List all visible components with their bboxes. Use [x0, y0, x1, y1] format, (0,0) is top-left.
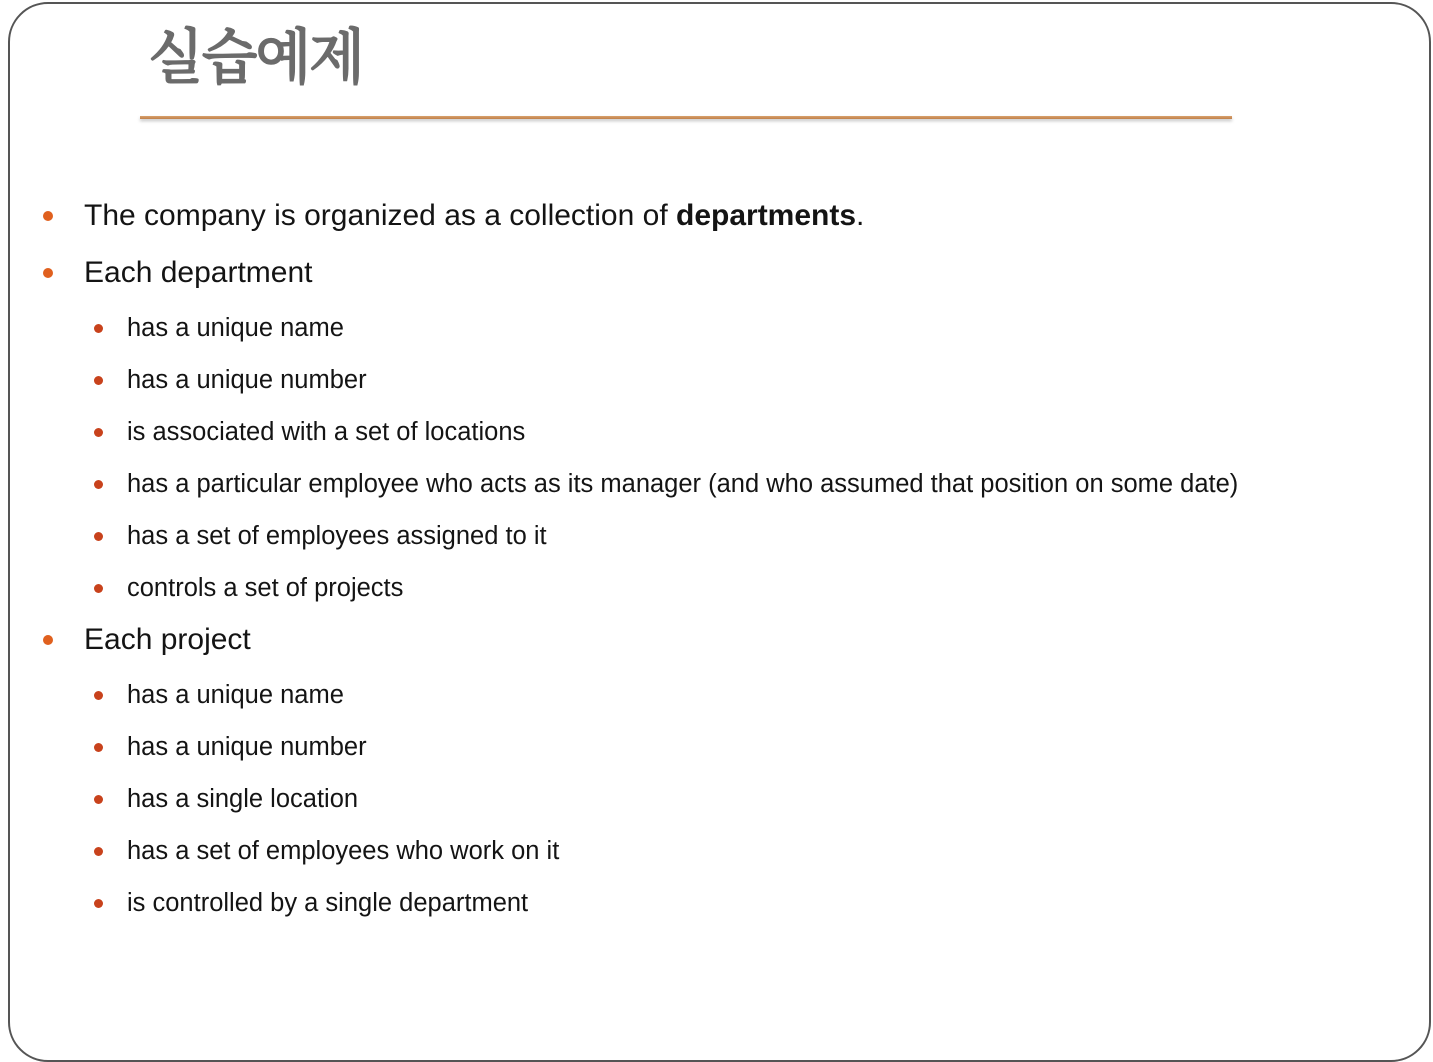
bullet-text: The company is organized as a collection of departments. — [84, 199, 865, 232]
sub-bullet-dot-icon — [94, 691, 103, 700]
sub-bullet-dot-icon — [94, 795, 103, 804]
bullet-dot-icon — [43, 268, 53, 278]
sub-bullet-text: has a set of employees assigned to it — [127, 522, 547, 550]
sub-bullet-text: has a unique number — [127, 733, 367, 761]
sub-bullet-text: has a unique number — [127, 366, 367, 394]
bullet-dot-icon — [43, 635, 53, 645]
slide-title: 실습예제 — [148, 23, 363, 93]
sub-bullet-text: is controlled by a single department — [127, 889, 529, 917]
sub-bullet-text: has a unique name — [127, 314, 344, 342]
bullet-text: Each department — [84, 256, 313, 289]
title-divider — [140, 116, 1232, 119]
sub-bullet-text: has a set of employees who work on it — [127, 837, 560, 865]
sub-bullet-dot-icon — [94, 899, 103, 908]
sub-bullet-dot-icon — [94, 847, 103, 856]
sub-bullet-dot-icon — [94, 743, 103, 752]
bold-term: departments — [676, 199, 857, 232]
sub-bullet-dot-icon — [94, 428, 103, 437]
bullet-text: Each project — [84, 623, 251, 656]
sub-bullet-dot-icon — [94, 532, 103, 541]
sub-bullet-dot-icon — [94, 376, 103, 385]
sub-bullet-dot-icon — [94, 324, 103, 333]
sub-bullet-text: controls a set of projects — [127, 574, 404, 602]
sub-bullet-dot-icon — [94, 584, 103, 593]
sub-bullet-text: has a particular employee who acts as its manager (and who assumed that position on some date) — [127, 470, 1239, 498]
bullet-dot-icon — [43, 211, 53, 221]
sub-bullet-text: has a unique name — [127, 681, 344, 709]
sub-bullet-text: has a single location — [127, 785, 359, 813]
sub-bullet-text: is associated with a set of locations — [127, 418, 526, 446]
sub-bullet-dot-icon — [94, 480, 103, 489]
